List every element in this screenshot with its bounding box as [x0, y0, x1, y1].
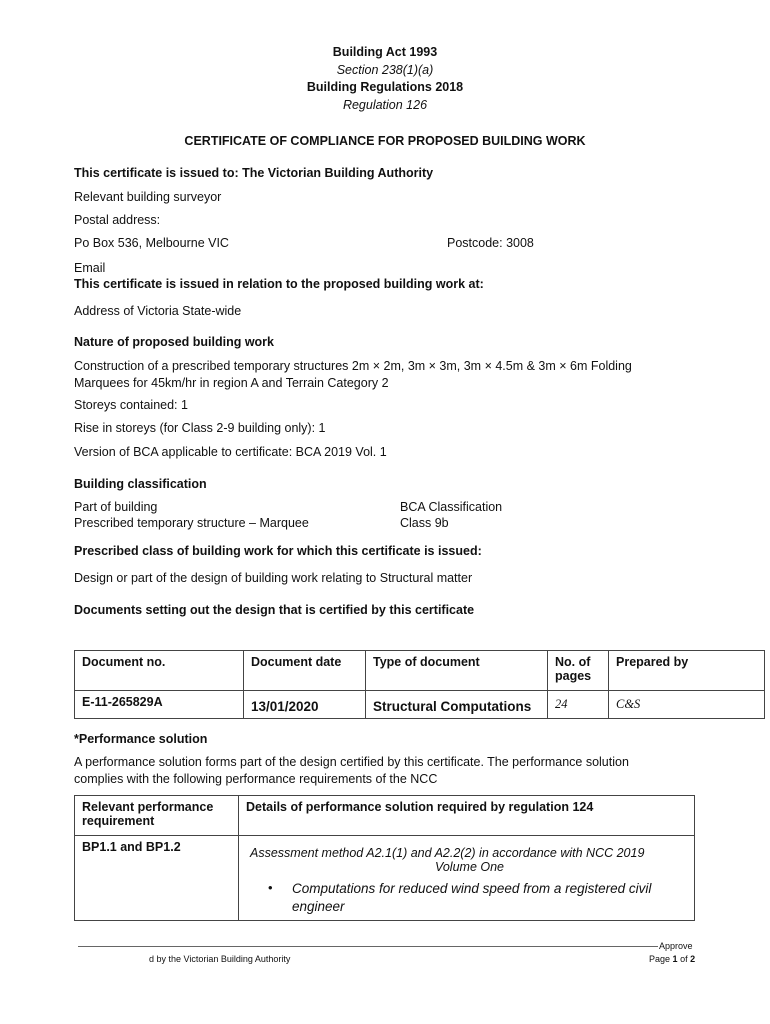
part-of-building-value: Prescribed temporary structure – Marquee	[74, 516, 309, 530]
nature-heading: Nature of proposed building work	[74, 335, 274, 349]
work-location-address: Address of Victoria State-wide	[74, 304, 242, 318]
surveyor-role: Relevant building surveyor	[74, 190, 222, 204]
assessment-method-line-2: Volume One	[434, 860, 505, 874]
document-type-cell: Structural Computations	[366, 691, 548, 719]
part-of-building-label: Part of building	[74, 500, 158, 514]
bca-classification-label: BCA Classification	[400, 500, 503, 514]
col-pages: No. of pages	[548, 651, 609, 691]
act-title: Building Act 1993	[332, 45, 438, 59]
postal-address: Po Box 536, Melbourne VIC	[74, 236, 229, 250]
pages-cell: 24	[548, 691, 609, 719]
document-no-cell: E-11-265829A	[75, 691, 244, 719]
table-row	[75, 691, 765, 719]
issued-to-label: This certificate is issued to: The Victorian Building Authority	[74, 166, 434, 180]
storeys-contained: Storeys contained: 1	[74, 398, 188, 412]
nature-line-1: Construction of a prescribed temporary structures 2m × 2m, 3m × 3m, 3m × 4.5m & 3m × 6m Folding	[74, 359, 632, 373]
performance-header-row	[75, 796, 695, 836]
email-label: Email	[74, 261, 106, 275]
details-cell	[239, 836, 695, 921]
page-current: 1	[672, 954, 678, 964]
col-document-no: Document no.	[75, 651, 244, 691]
performance-line-2: complies with the following performance requirements of the NCC	[74, 772, 438, 786]
col-document-type: Type of document	[366, 651, 548, 691]
regulation-reference: Regulation 126	[342, 98, 428, 112]
documents-header-row	[75, 651, 765, 691]
documents-table	[74, 650, 765, 719]
rise-in-storeys: Rise in storeys (for Class 2-9 building only): 1	[74, 421, 326, 435]
col-performance-details: Details of performance solution required by regulation 124	[239, 796, 695, 836]
regulations-title: Building Regulations 2018	[306, 80, 464, 94]
assessment-method-line-1: Assessment method A2.1(1) and A2.2(2) in accordance with NCC 2019	[250, 846, 645, 860]
col-prepared-by: Prepared by	[609, 651, 765, 691]
col-performance-requirement: Relevant performance requirement	[75, 796, 239, 836]
nature-line-2: Marquees for 45km/hr in region A and Terrain Category 2	[74, 376, 389, 390]
bullet-item	[246, 880, 687, 916]
documents-heading: Documents setting out the design that is certified by this certificate	[74, 603, 475, 617]
bca-version: Version of BCA applicable to certificate: BCA 2019 Vol. 1	[74, 445, 387, 459]
footer-rule	[78, 946, 658, 947]
section-reference: Section 238(1)(a)	[336, 63, 434, 77]
bca-classification-value: Class 9b	[400, 516, 449, 530]
performance-line-1: A performance solution forms part of the design certified by this certificate. The performance solution	[74, 755, 629, 769]
prescribed-class-value: Design or part of the design of building work relating to Structural matter	[74, 571, 473, 585]
requirement-cell: BP1.1 and BP1.2	[75, 836, 239, 921]
document-date-cell: 13/01/2020	[244, 691, 366, 719]
table-row	[75, 836, 695, 921]
certificate-title: CERTIFICATE OF COMPLIANCE FOR PROPOSED BUILDING WORK	[184, 134, 586, 148]
classification-heading: Building classification	[74, 477, 207, 491]
performance-table	[74, 795, 695, 921]
page-of: of	[680, 954, 688, 964]
col-document-date: Document date	[244, 651, 366, 691]
page-prefix: Page	[649, 954, 671, 964]
page-total: 2	[690, 954, 696, 964]
bullet-icon: •	[268, 880, 273, 895]
postcode: Postcode: 3008	[447, 236, 534, 250]
footer-approve: Approve	[659, 941, 693, 951]
work-location-label: This certificate is issued in relation to the proposed building work at:	[74, 277, 484, 291]
postal-label: Postal address:	[74, 213, 161, 227]
performance-heading: *Performance solution	[74, 732, 208, 746]
footer-approved-by: d by the Victorian Building Authority	[149, 954, 291, 964]
bullet-text: Computations for reduced wind speed from a registered civil engineer	[292, 881, 652, 914]
prepared-by-cell: C&S	[609, 691, 765, 719]
page-number	[649, 954, 695, 964]
prescribed-class-heading: Prescribed class of building work for which this certificate is issued:	[74, 544, 482, 558]
